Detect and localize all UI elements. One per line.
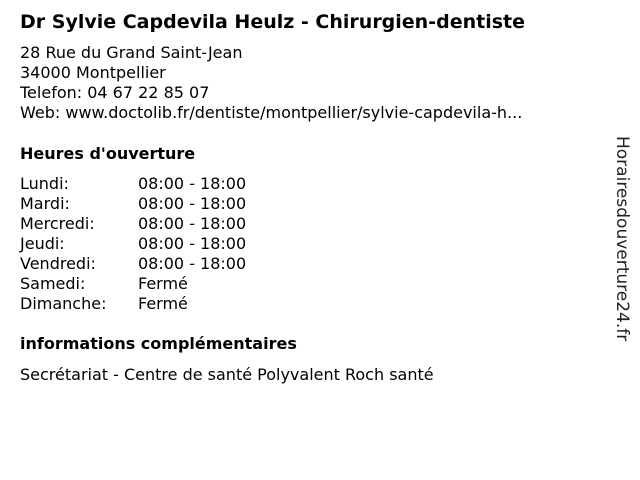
hours-row [20, 274, 246, 294]
day-label: Vendredi: [20, 254, 96, 273]
hours-row [20, 194, 246, 214]
additional-info-heading: informations complémentaires [20, 334, 297, 353]
opening-hours-table [20, 174, 246, 314]
opening-hours-heading: Heures d'ouverture [20, 144, 196, 163]
day-label: Lundi: [20, 174, 69, 193]
hours-row [20, 294, 246, 314]
day-label: Samedi: [20, 274, 86, 293]
day-label: Mardi: [20, 194, 70, 213]
time-value: 08:00 - 18:00 [138, 254, 247, 273]
hours-row [20, 254, 246, 274]
hours-row [20, 214, 246, 234]
time-value: 08:00 - 18:00 [138, 214, 247, 233]
day-label: Jeudi: [20, 234, 65, 253]
website-link[interactable]: Web: www.doctolib.fr/dentiste/montpellier/sylvie-capdevila-h... [20, 103, 523, 122]
day-label: Mercredi: [20, 214, 95, 233]
time-value: 08:00 - 18:00 [138, 194, 247, 213]
additional-info-text: Secrétariat - Centre de santé Polyvalent Roch santé [20, 365, 434, 384]
time-value: 08:00 - 18:00 [138, 234, 247, 253]
hours-row [20, 174, 246, 194]
site-watermark: Horairesdouverture24.fr [612, 136, 632, 342]
contact-block [20, 43, 522, 123]
time-value: Fermé [138, 274, 188, 293]
phone-number: Telefon: 04 67 22 85 07 [20, 83, 210, 102]
day-label: Dimanche: [20, 294, 107, 313]
address-street: 28 Rue du Grand Saint-Jean [20, 43, 243, 62]
hours-row [20, 234, 246, 254]
address-city: 34000 Montpellier [20, 63, 166, 82]
time-value: Fermé [138, 294, 188, 313]
page-title: Dr Sylvie Capdevila Heulz - Chirurgien-dentiste [20, 11, 525, 33]
time-value: 08:00 - 18:00 [138, 174, 247, 193]
